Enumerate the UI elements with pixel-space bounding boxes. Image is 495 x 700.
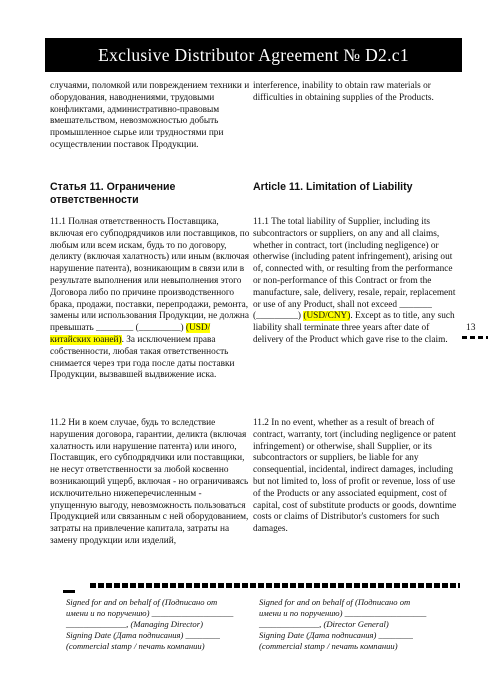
signature-block-right xyxy=(259,597,449,652)
left-intro-paragraph: случаями, поломкой или повреждением техники и оборудования, наводнениями, трудовыми конфликтами, административно-правовым вмешательством, невозможностью добыть промышленное сырье или трудностями при осуществлении поставок Продукции. xyxy=(50,81,250,150)
right-intro-text xyxy=(253,81,458,105)
document-title: Exclusive Distributor Agreement № D2.c1 xyxy=(98,45,409,65)
right-intro-paragraph: interference, inability to obtain raw materials or difficulties in obtaining supplies of the Products. xyxy=(253,81,434,103)
right-clause-11-2-text: 11.2 In no event, whether as a result of breach of contract, warranty, tort (including negligence or patent infringement) or otherwise, shall Supplier, or its subcontractors or suppliers, be liable for any consequential, incidental, indirect damages, including but not limited to, loss of profit or revenue, loss of use of the Products or any associated equipment, cost of capital, cost of substitute products or goods, downtime costs or claims of Distributor's customers for such damages. xyxy=(253,418,457,535)
left-clause-11-1-part2: . За исключением права собственности, любая такая ответственность снимается через три года после даты поставки Продукции, вызвавшей выдвижение иска. xyxy=(50,334,235,381)
left-clause-11-1 xyxy=(50,217,250,382)
signature-left-line5: (commercial stamp / печать компании) xyxy=(66,641,205,651)
right-clause-11-2 xyxy=(253,418,458,536)
left-article-heading: Статья 11. Ограничение ответственности xyxy=(50,181,176,206)
signature-left-line4: Signing Date (Дата подписания) ________ xyxy=(66,630,220,640)
left-clause-11-2 xyxy=(50,418,250,548)
signature-right-line2: имени и по поручению) ___________________ xyxy=(259,608,427,618)
bottom-dash-mark xyxy=(63,590,75,593)
left-clause-11-1-part1: 11.1 Полная ответственность Поставщика, включая его субподрядчиков или поставщиков, по любым или всем искам, будь то по договору, деликту (включая халатность) или иным (включая нарушение патента), возникающим в связи или в результате выполнения или невыполнения этого Договора либо по причине производственного брака, продажи, поставки, перепродажи, ремонта, замены или использования Продукции, не должна превышать ________ (_________) xyxy=(50,217,250,334)
document-header xyxy=(45,38,462,72)
signature-separator-dash-line xyxy=(90,583,460,588)
signature-left-line1: Signed for and on behalf of (Подписано от xyxy=(66,597,218,607)
left-clause-11-1-text xyxy=(50,217,250,382)
signature-block-left xyxy=(66,597,256,652)
right-clause-11-1-part1: 11.1 The total liability of Supplier, including its subcontractors or suppliers, on any and all claims, whether in contract, tort (including negligence) or otherwise (including patent infringement), arising out of, connected with, or resulting from the performance or non-performance of this Contract or from the manufacture, sale, delivery, resale, repair, replacement or use of any Product, shall not exceed _______ (_________) xyxy=(253,217,456,322)
signature-left-line3: ______________, (Managing Director) xyxy=(66,619,203,629)
left-clause-11-2-text: 11.2 Ни в коем случае, будь то вследствие нарушения договора, гарантии, деликта (включая халатность или нарушение патента) или иного, Поставщик, его субподрядчики или поставщики, не несут ответственности за любой косвенно возникающий ущерб, включая - но ограничиваясь исключительно нижеперечисленным - упущенную выгоду, невозможность пользоваться Продукцией или связанным с ней оборудованием, затраты на привлечение капитала, затраты на замену продукции или изделий, xyxy=(50,418,249,546)
right-clause-11-1-part2: . Except as to title, any such liability shall terminate three years after date of delivery of the Product which gave rise to the claim. xyxy=(253,311,455,345)
right-margin-dash-line xyxy=(462,336,488,339)
signature-right-line1: Signed for and on behalf of (Подписано от xyxy=(259,597,411,607)
signature-right-line5: (commercial stamp / печать компании) xyxy=(259,641,398,651)
left-intro-text xyxy=(50,81,250,152)
right-article-heading: Article 11. Limitation of Liability xyxy=(253,181,413,193)
left-currency-highlight: (USD/китайских юаней) xyxy=(50,323,211,345)
page-number: 13 xyxy=(466,323,476,333)
right-clause-11-1-text xyxy=(253,217,458,347)
signature-left-line2: имени и по поручению) ___________________ xyxy=(66,608,234,618)
signature-right-line3: ______________, (Director General) xyxy=(259,619,389,629)
right-clause-11-1 xyxy=(253,217,458,347)
right-currency-highlight: (USD/CNY) xyxy=(303,311,351,322)
signature-right-line4: Signing Date (Дата подписания) ________ xyxy=(259,630,413,640)
